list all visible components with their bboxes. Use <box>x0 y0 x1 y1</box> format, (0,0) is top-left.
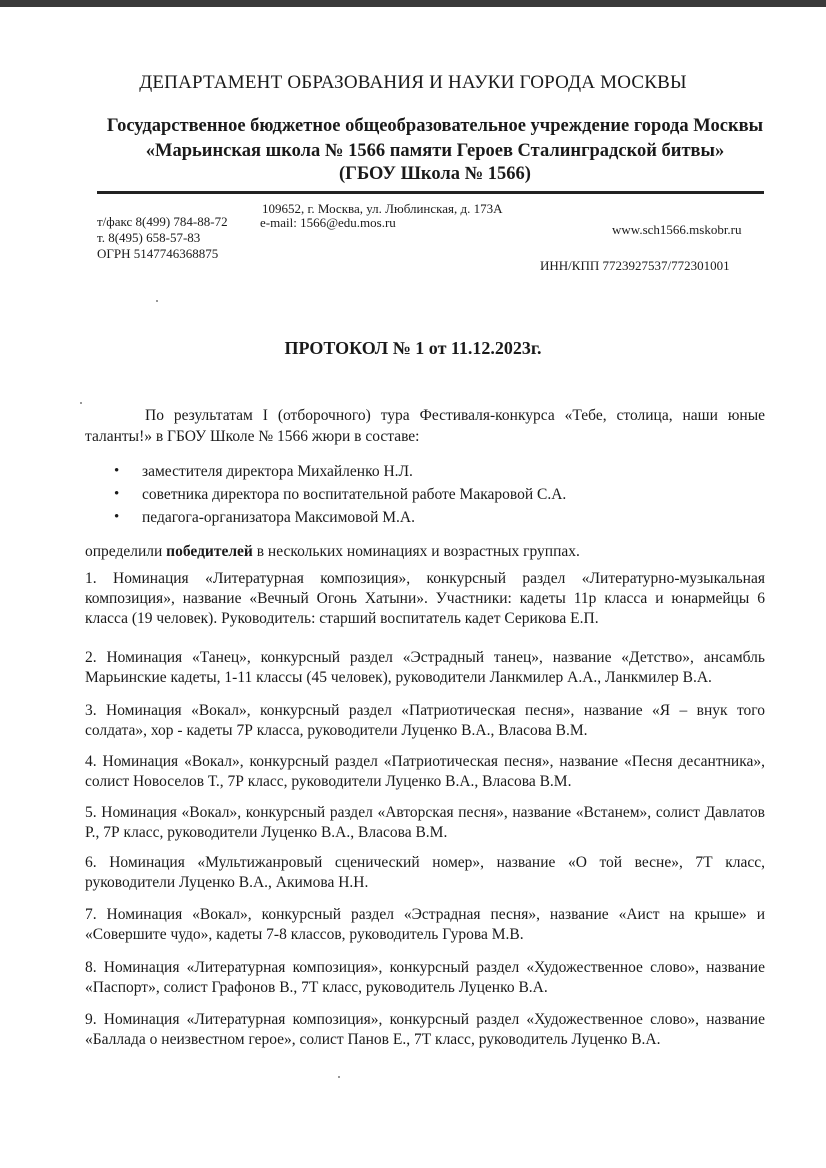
winner-item: 5. Номинация «Вокал», конкурсный раздел «Авторская песня», название «Встанем», солист Давлатов Р., 7Р класс, руководители Луценко В.А., Власова В.М. <box>85 804 765 841</box>
winners-word: победителей <box>166 543 253 560</box>
email: e-mail: 1566@edu.mos.ru <box>260 215 396 230</box>
winner-item: 7. Номинация «Вокал», конкурсный раздел «Эстрадная песня», название «Аист на крыше» и «Совершите чудо», кадеты 7-8 классов, руководитель Гурова М.В. <box>85 906 765 943</box>
winners-statement-start: определили <box>85 543 167 560</box>
winner-item: 2. Номинация «Танец», конкурсный раздел «Эстрадный танец», название «Детство», ансамбль Марьинские кадеты, 1-11 классы (45 человек), руководители Ланкмилер А.А., Ланкмилер В.А. <box>85 649 765 686</box>
scan-edge <box>0 0 826 7</box>
intro-paragraph: По результатам I (отборочного) тура Фестиваля-конкурса «Тебе, столица, наши юные таланты!» в ГБОУ Школе № 1566 жюри в составе: <box>85 407 765 445</box>
winner-item: 3. Номинация «Вокал», конкурсный раздел «Патриотическая песня», название «Я – внук того солдата», хор - кадеты 7Р класса, руководители Луценко В.А., Власова В.М. <box>85 702 765 739</box>
jury-member: • педагога-организатора Максимовой М.А. <box>112 506 566 529</box>
jury-member: • заместителя директора Михайленко Н.Л. <box>112 460 566 483</box>
institution-name-line1: Государственное бюджетное общеобразовательное учреждение города Москвы <box>106 116 764 136</box>
jury-member: • советника директора по воспитательной работе Макаровой С.А. <box>112 483 566 506</box>
inn-kpp: ИНН/КПП 7723927537/772301001 <box>540 258 730 273</box>
department-heading: ДЕПАРТАМЕНТ ОБРАЗОВАНИЯ И НАУКИ ГОРОДА МОСКВЫ <box>139 72 687 93</box>
ogrn: ОГРН 5147746368875 <box>97 246 219 261</box>
address: 109652, г. Москва, ул. Люблинская, д. 173А <box>262 201 503 216</box>
winner-item: 8. Номинация «Литературная композиция», конкурсный раздел «Художественное слово», название «Паспорт», солист Графонов В., 7Т класс, руководитель Луценко В.А. <box>85 959 765 996</box>
institution-name-line3: (ГБОУ Школа № 1566) <box>339 164 531 184</box>
winner-item: 4. Номинация «Вокал», конкурсный раздел «Патриотическая песня», название «Песня десантника», солист Новоселов Т., 7Р класс, руководители Луценко В.А., Власова В.М. <box>85 753 765 790</box>
winner-item: 6. Номинация «Мультижанровый сценический номер», название «О той весне», 7Т класс, руководители Луценко В.А., Акимова Н.Н. <box>85 854 765 891</box>
jury-list <box>112 460 566 529</box>
scan-speck <box>80 402 82 404</box>
winner-item: 9. Номинация «Литературная композиция», конкурсный раздел «Художественное слово», название «Баллада о неизвестном герое», солист Панов Е., 7Т класс, руководитель Луценко В.А. <box>85 1011 765 1048</box>
winners-statement <box>85 541 765 562</box>
scan-speck <box>338 1076 340 1078</box>
winner-item: 1. Номинация «Литературная композиция», конкурсный раздел «Литературно-музыкальная композиция», название «Вечный Огонь Хатыни». Участники: кадеты 11р класса и юнармейцы 6 класса (19 человек). Руководитель: старший воспитатель кадет Серикова Е.П. <box>85 570 765 627</box>
phone-fax: т/факс 8(499) 784-88-72 <box>97 214 228 229</box>
header-divider <box>97 191 764 194</box>
scan-speck <box>156 300 158 302</box>
institution-name-line2: «Марьинская школа № 1566 памяти Героев Сталинградской битвы» <box>145 141 725 161</box>
winners-statement-end: в нескольких номинациях и возрастных группах. <box>252 543 580 560</box>
phone-secondary: т. 8(495) 658-57-83 <box>97 230 201 245</box>
protocol-title: ПРОТОКОЛ № 1 от 11.12.2023г. <box>284 338 542 358</box>
website: www.sch1566.mskobr.ru <box>612 222 742 237</box>
